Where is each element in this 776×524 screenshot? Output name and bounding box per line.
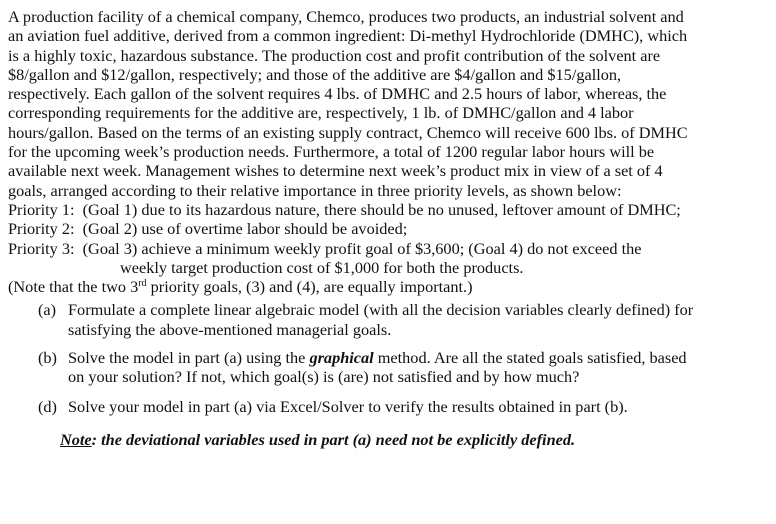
question-parts	[38, 300, 772, 415]
priority-label: Priority 1:	[8, 199, 75, 219]
priority-label: Priority 3:	[8, 238, 75, 258]
priority-text: (Goal 3) achieve a minimum weekly profit goal of $3,600; (Goal 4) do not exceed the	[82, 238, 642, 258]
ordinal-superscript: rd	[138, 278, 147, 290]
part-d	[38, 397, 772, 416]
intro-line: an aviation fuel additive, derived from a common ingredient: Di-methyl Hydrochloride (DMHC), which	[8, 26, 688, 46]
intro-line: for the upcoming week’s production needs. Furthermore, a total of 1200 regular labor hours will be	[8, 142, 655, 162]
priority-text: (Goal 1) due to its hazardous nature, there should be no unused, leftover amount of DMHC;	[82, 199, 681, 219]
intro-line: hours/gallon. Based on the terms of an existing supply contract, Chemco will receive 600 lbs. of DMHC	[8, 122, 688, 142]
part-a	[38, 300, 772, 339]
part-b	[38, 348, 772, 387]
intro-line: available next week. Management wishes to determine next week’s product mix in view of a set of 4	[8, 161, 663, 181]
part-text: Solve your model in part (a) via Excel/Solver to verify the results obtained in part (b).	[68, 396, 628, 416]
note-label: Note	[60, 429, 92, 449]
equal-importance-note: (Note that the two 3rd priority goals, (3) and (4), are equally important.)	[8, 277, 473, 297]
intro-line: is a highly toxic, hazardous substance. The production cost and profit contribution of the solvent are	[8, 45, 661, 65]
problem-document	[8, 7, 772, 449]
part-text: satisfying the above-mentioned managerial goals.	[68, 319, 392, 339]
priority-3	[8, 239, 772, 258]
emphasis-graphical: graphical	[309, 348, 374, 368]
part-label: (d)	[38, 396, 57, 416]
part-text: Solve the model in part (a) using the	[68, 348, 310, 368]
priority-3-continuation: weekly target production cost of $1,000 for both the products.	[120, 257, 524, 277]
intro-line: goals, arranged according to their relative importance in three priority levels, as shown below:	[8, 180, 622, 200]
part-text: on your solution? If not, which goal(s) is (are) not satisfied and by how much?	[68, 367, 580, 387]
intro-paragraph	[8, 7, 772, 200]
part-text: method. Are all the stated goals satisfied, based	[373, 348, 687, 368]
priority-label: Priority 2:	[8, 219, 75, 239]
deviational-variables-note	[60, 430, 772, 449]
part-label: (a)	[38, 300, 57, 320]
priority-2	[8, 219, 772, 238]
priority-text: (Goal 2) use of overtime labor should be avoided;	[82, 219, 408, 239]
priority-list	[8, 200, 772, 277]
intro-line: A production facility of a chemical company, Chemco, produces two products, an industrial solvent and	[8, 7, 684, 26]
part-text: Formulate a complete linear algebraic model (with all the decision variables clearly defined) for	[68, 300, 694, 320]
note-text: : the deviational variables used in part (a) need not be explicitly defined.	[91, 429, 576, 449]
part-label: (b)	[38, 348, 57, 368]
priority-1	[8, 200, 772, 219]
intro-line: corresponding requirements for the additive are, respectively, 1 lb. of DMHC/gallon and 4 labor	[8, 103, 634, 123]
intro-line: $8/gallon and $12/gallon, respectively; and those of the additive are $4/gallon and $15/gallon,	[8, 64, 622, 84]
intro-line: respectively. Each gallon of the solvent requires 4 lbs. of DMHC and 2.5 hours of labor, whereas, the	[8, 84, 667, 104]
